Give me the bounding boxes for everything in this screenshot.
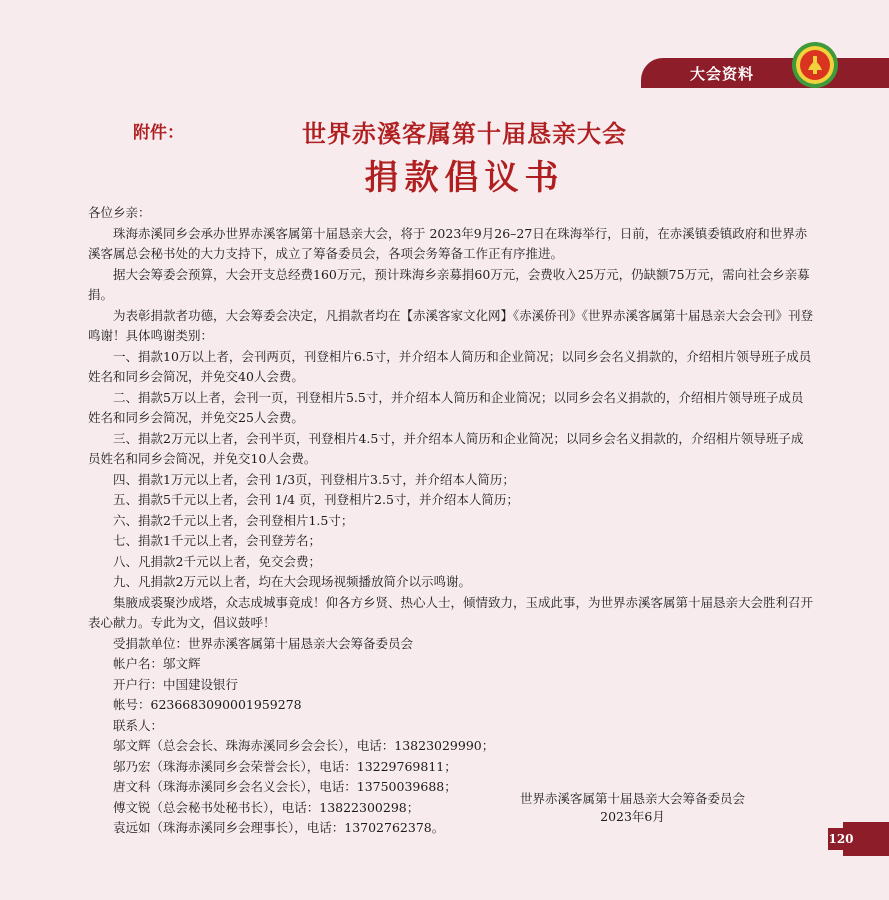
section-label: 大会资料 bbox=[690, 65, 755, 83]
category-item: 二、捐款5万以上者，会刊一页，刊登相片5.5寸，并介绍本人简历和企业简况；以同乡会名义捐款的，介绍相片领导班子成员姓名和同乡会简况，并免交25人会费。 bbox=[88, 389, 804, 425]
document-title: 世界赤溪客属第十届恳亲大会 bbox=[302, 119, 627, 148]
salutation: 各位乡亲： bbox=[88, 205, 151, 220]
paragraph: 据大会筹委会预算，大会开支总经费160万元，预计珠海乡亲募捐60万元，会费收入25万元，仍缺额75万元，需向社会乡亲募捐。 bbox=[88, 266, 810, 302]
attachment-label: 附件： bbox=[133, 123, 184, 143]
category-item: 三、捐款2万元以上者，会刊半页，刊登相片4.5寸，并介绍本人简历和企业简况；以同乡会名义捐款的，介绍相片领导班子成员姓名和同乡会简况，并免交10人会费。 bbox=[88, 430, 804, 466]
signature-org: 世界赤溪客属第十届恳亲大会筹备委员会 bbox=[520, 791, 746, 806]
category-item: 八、凡捐款2千元以上者，免交会费； bbox=[113, 553, 321, 569]
document-subtitle: 捐款倡议书 bbox=[364, 158, 565, 198]
account-line: 帐户名：邬文辉 bbox=[113, 656, 201, 671]
category-item: 一、捐款10万以上者，会刊两页，刊登相片6.5寸，并介绍本人简历和企业简况；以同乡会名义捐款的，介绍相片领导班子成员姓名和同乡会简况，并免交40人会费。 bbox=[88, 348, 812, 384]
account-line: 开户行：中国建设银行 bbox=[113, 676, 239, 692]
section-banner bbox=[641, 58, 889, 88]
account-line: 受捐款单位：世界赤溪客属第十届恳亲大会筹备委员会 bbox=[113, 635, 414, 651]
document-body bbox=[88, 203, 813, 839]
category-item: 五、捐款5千元以上者，会刊 1/4 页，刊登相片2.5寸，并介绍本人简历； bbox=[113, 492, 519, 507]
signature-block bbox=[520, 790, 745, 826]
emblem-logo-icon bbox=[790, 40, 840, 90]
category-item: 七、捐款1千元以上者，会刊登芳名； bbox=[113, 533, 321, 548]
account-line: 帐号：6236683090001959278 bbox=[113, 697, 302, 712]
contact-line: 邬文辉（总会会长、珠海赤溪同乡会会长），电话：13823029990； bbox=[113, 738, 495, 753]
category-item: 六、捐款2千元以上者，会刊登相片1.5寸； bbox=[113, 512, 354, 528]
category-item: 四、捐款1万元以上者，会刊 1/3页，刊登相片3.5寸，并介绍本人简历； bbox=[113, 471, 515, 487]
contact-line: 唐文科（珠海赤溪同乡会名义会长），电话：13750039688； bbox=[113, 779, 457, 794]
page-number: 120 bbox=[828, 828, 854, 850]
account-line: 联系人： bbox=[113, 717, 164, 733]
contact-line: 袁远如（珠海赤溪同乡会理事长），电话：13702762378。 bbox=[113, 820, 445, 835]
contact-line: 傅文锐（总会秘书处秘书长），电话：13822300298； bbox=[113, 799, 420, 815]
category-item: 九、凡捐款2万元以上者，均在大会现场视频播放简介以示鸣谢。 bbox=[113, 574, 471, 589]
section-banner-rule bbox=[652, 86, 889, 88]
appeal-paragraph: 集腋成裘聚沙成塔，众志成城事竟成！仰各方乡贤、热心人士，倾情致力，玉成此事，为世界赤溪客属第十届恳亲大会胜利召开表心献力。专此为文，倡议鼓呼！ bbox=[88, 594, 814, 630]
contact-line: 邬乃宏（珠海赤溪同乡会荣誉会长），电话：13229769811； bbox=[113, 758, 457, 774]
paragraph: 珠海赤溪同乡会承办世界赤溪客属第十届恳亲大会，将于 2023年9月26–27日在珠海举行，日前，在赤溪镇委镇政府和世界赤溪客属总会秘书处的大力支持下，成立了筹备委员会，各项会务筹备工作正有序推进。 bbox=[88, 225, 808, 261]
signature-date: 2023年6月 bbox=[600, 809, 665, 824]
paragraph: 为表彰捐款者功德，大会筹委会决定，凡捐款者均在【赤溪客家文化网】《赤溪侨刊》《世界赤溪客属第十届恳亲大会会刊》刊登鸣谢！具体鸣谢类别： bbox=[88, 307, 814, 343]
